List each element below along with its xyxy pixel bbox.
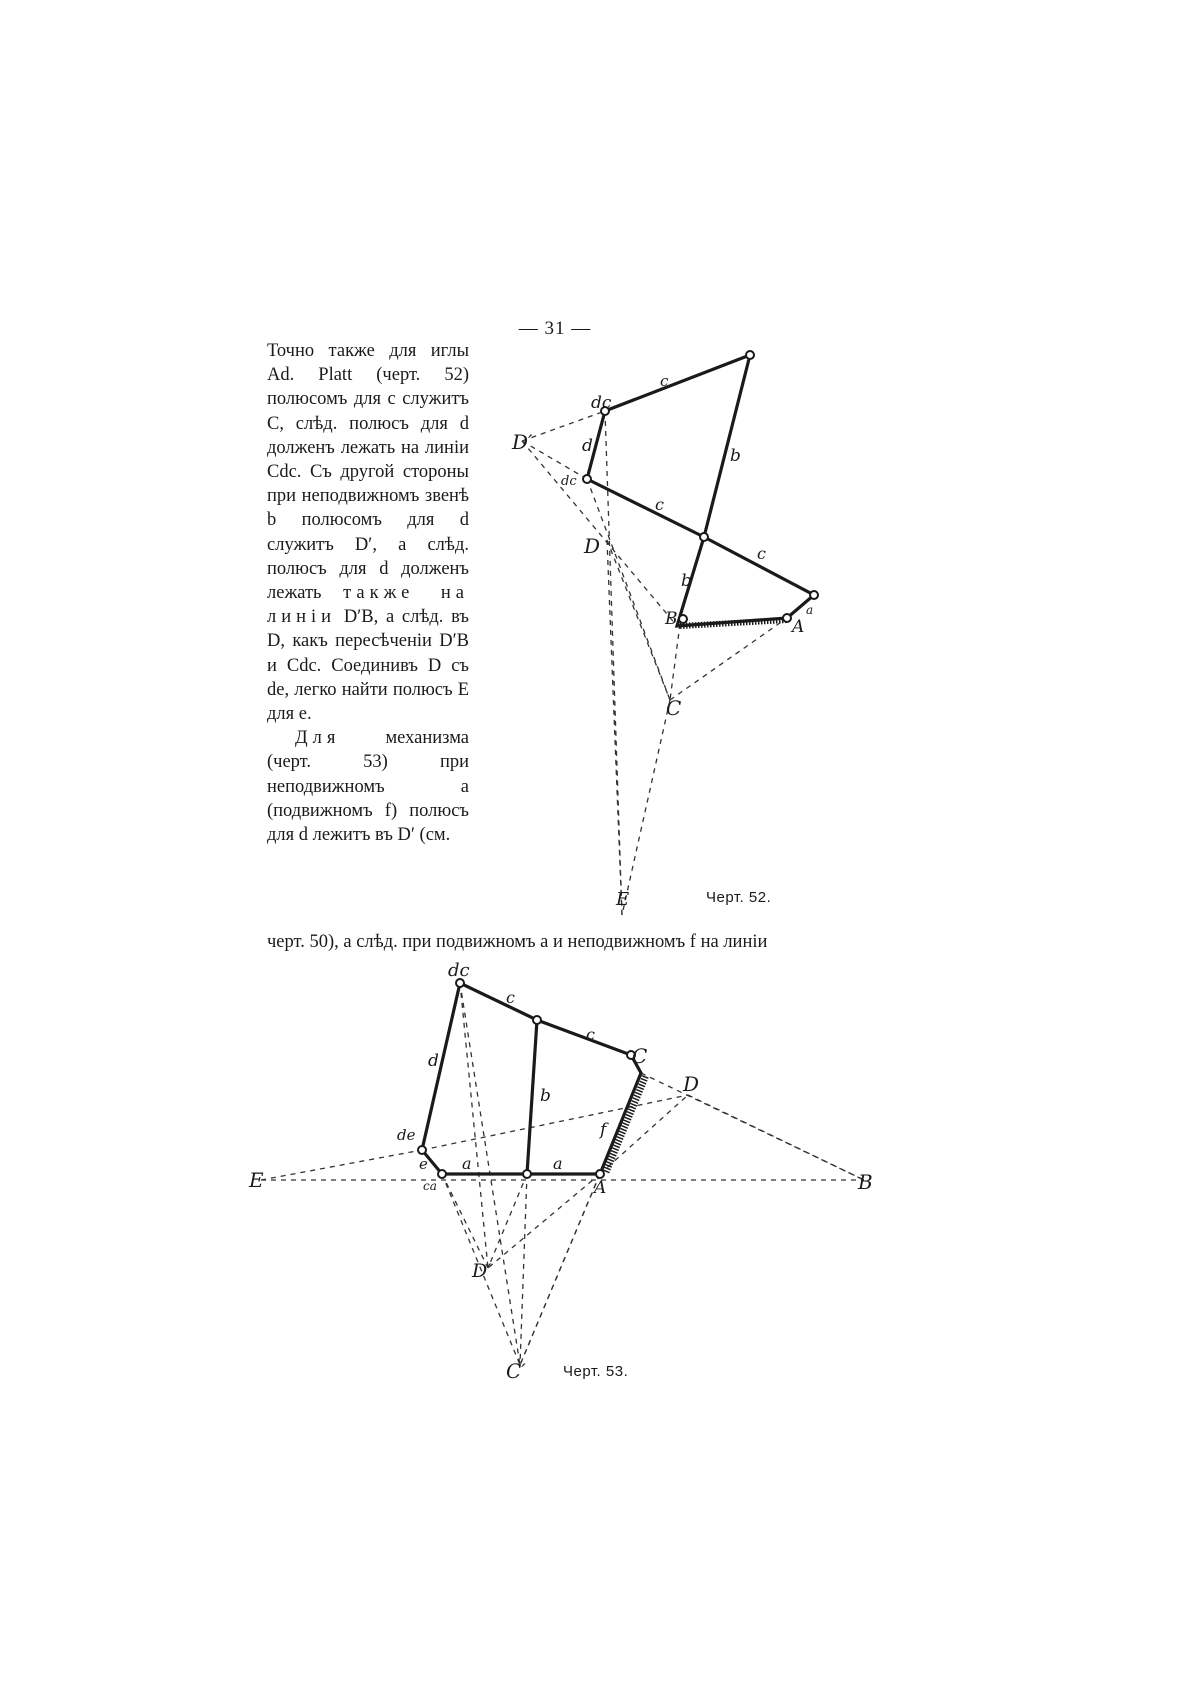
label-a1: a xyxy=(462,1154,472,1173)
label-dc-mid: dc xyxy=(561,474,577,489)
joint xyxy=(596,1170,604,1178)
label-D-prime: D′ xyxy=(472,1260,492,1282)
fig53-links xyxy=(422,983,641,1174)
paragraph-1-end: D′B, а слѣд. въ D, какъ пересѣченіи D′B и Cdc. Соединивъ D съ de, легко найти полюсъ E для e. xyxy=(267,607,470,725)
label-d: d xyxy=(582,436,593,456)
joint xyxy=(523,1170,531,1178)
label-c-top: c xyxy=(660,372,669,390)
label-b: b xyxy=(540,1086,551,1106)
label-d: d xyxy=(428,1051,439,1071)
caption-fig-52: Черт. 52. xyxy=(706,889,772,906)
fig53-joints xyxy=(418,979,635,1178)
joint xyxy=(438,1170,446,1178)
label-A: A xyxy=(594,1178,607,1198)
label-dc-top: dc xyxy=(591,393,612,413)
label-C: C xyxy=(632,1044,648,1068)
fig53-ground-hatch xyxy=(606,1075,646,1172)
label-E: E xyxy=(616,889,630,910)
label-E: E xyxy=(249,1168,264,1192)
label-A: A xyxy=(792,617,805,637)
label-d-prime: D′ xyxy=(512,430,533,454)
label-c1: c xyxy=(506,988,515,1007)
label-B: B xyxy=(665,609,678,629)
caption-fig-53: Черт. 53. xyxy=(563,1363,629,1380)
paragraph-1-spaced: также на линіи xyxy=(267,583,470,628)
fig53-labels xyxy=(248,960,873,1383)
label-b-low: b xyxy=(681,571,692,591)
label-ca: ca xyxy=(423,1179,437,1193)
label-c-right: c xyxy=(757,544,766,563)
paragraph-2-spaced: Для xyxy=(295,728,341,749)
label-a2: a xyxy=(553,1154,563,1173)
label-dc: dc xyxy=(448,960,470,981)
label-D: D xyxy=(584,534,601,558)
paragraph-2-text: механизма (черт. 53) при неподвижномъ a (подвижномъ f) полюсъ для d лежитъ въ D′ (см. xyxy=(267,728,469,846)
joint xyxy=(533,1016,541,1024)
label-e: e xyxy=(419,1155,428,1173)
label-D: D xyxy=(683,1072,700,1096)
paragraph-1-text: Точно также для иглы Ad. Platt (черт. 52) полюсомъ для c служитъ C, слѣд. полюсъ для d долженъ лежать на линіи Cdc. Съ другой стороны при неподвижномъ звенѣ b полюсомъ для d служитъ D′, а слѣд. полюсъ для d долженъ лежать xyxy=(267,341,469,604)
label-b-top: b xyxy=(730,446,741,466)
label-a: a xyxy=(806,603,814,617)
label-c-mid: c xyxy=(655,495,664,514)
label-c2: c xyxy=(586,1025,595,1044)
label-de: de xyxy=(397,1126,416,1144)
label-B: B xyxy=(858,1170,873,1194)
label-f: f xyxy=(600,1120,607,1140)
label-C: C xyxy=(666,696,682,720)
joint xyxy=(418,1146,426,1154)
page-number: — 31 — xyxy=(518,318,592,339)
label-C-prime: C′ xyxy=(506,1359,526,1383)
full-width-line: черт. 50), а слѣд. при подвижномъ a и неподвижномъ f на линіи xyxy=(267,932,768,952)
